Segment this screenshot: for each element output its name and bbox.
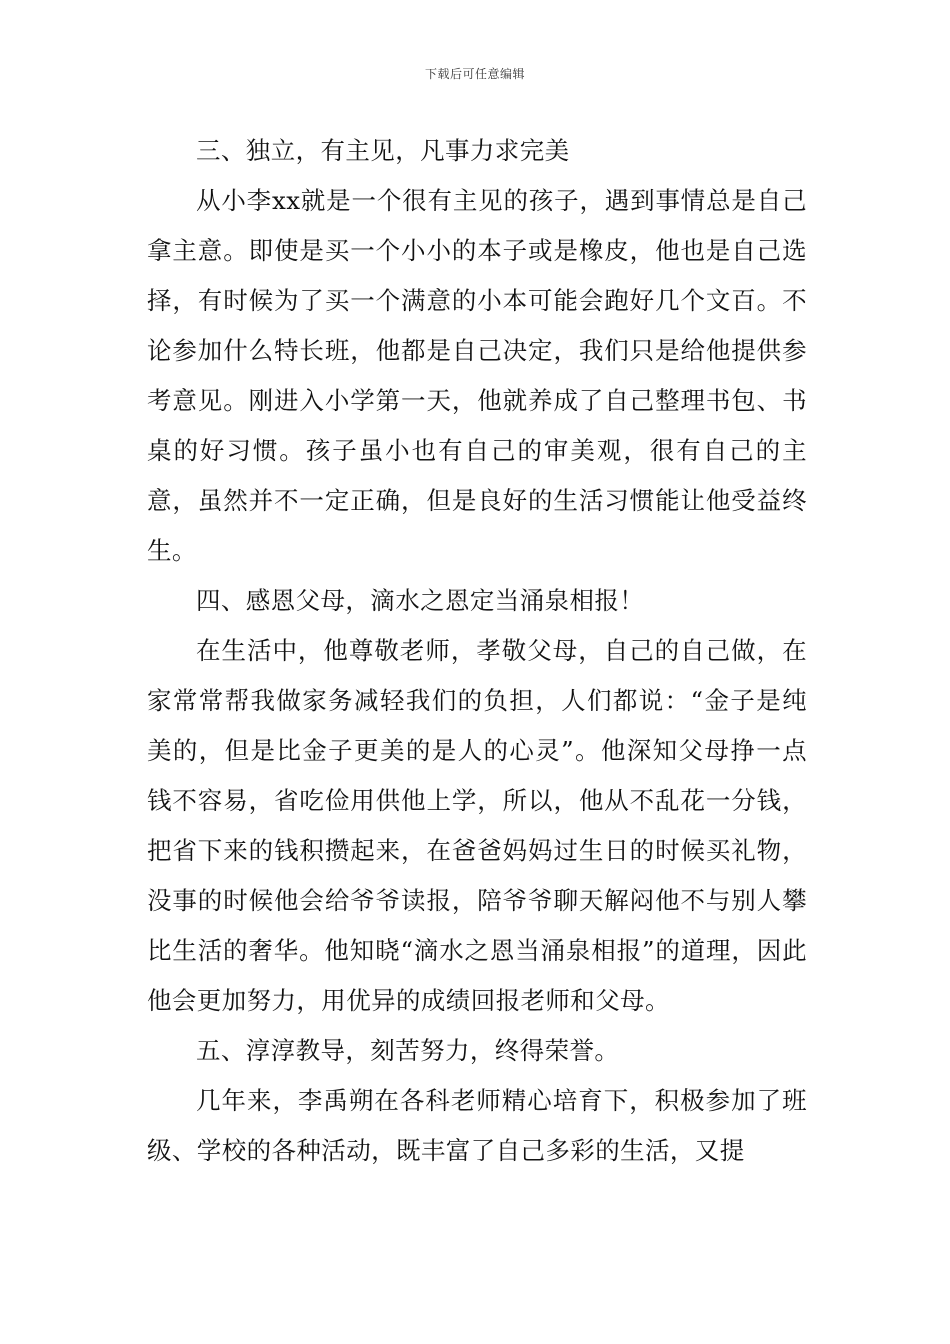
paragraph-achievements: 几年来，李禹朔在各科老师精心培育下，积极参加了班级、学校的各种活动，既丰富了自己多彩的生活，又提 (147, 1086, 807, 1165)
paragraph-independence: 从小李xx就是一个很有主见的孩子，遇到事情总是自己拿主意。即使是买一个小小的本子或是橡皮，他也是自己选择，有时候为了买一个满意的小本可能会跑好几个文百。不论参加什么特长班，他都是自己决定，我们只是给他提供参考意见。刚进入小学第一天，他就养成了自己整理书包、书桌的好习惯。孩子虽小也有自己的审美观，很有自己的主意，虽然并不一定正确，但是良好的生活习惯能让他受益终生。 (147, 186, 807, 565)
section-heading-5: 五、淳淳教导，刻苦努力，终得荣誉。 (196, 1036, 620, 1065)
paragraph-gratitude: 在生活中，他尊敬老师，孝敬父母，自己的自己做，在家常常帮我做家务减轻我们的负担，人们都说：“金子是纯美的，但是比金子更美的是人的心灵”。他深知父母挣一点钱不容易，省吃俭用供他上学，所以，他从不乱花一分钱，把省下来的钱积攒起来，在爸爸妈妈过生日的时候买礼物，没事的时候他会给爷爷读报，陪爷爷聊天解闷他不与别人攀比生活的奢华。他知晓“滴水之恩当涌泉相报”的道理，因此他会更加努力，用优异的成绩回报老师和父母。 (147, 636, 807, 1015)
page-header: 下载后可任意编辑 (424, 67, 525, 81)
document-body (147, 126, 807, 1176)
section-heading-3: 三、独立，有主见，凡事力求完美 (196, 136, 570, 165)
section-heading-4: 四、感恩父母，滴水之恩定当涌泉相报！ (196, 586, 645, 615)
